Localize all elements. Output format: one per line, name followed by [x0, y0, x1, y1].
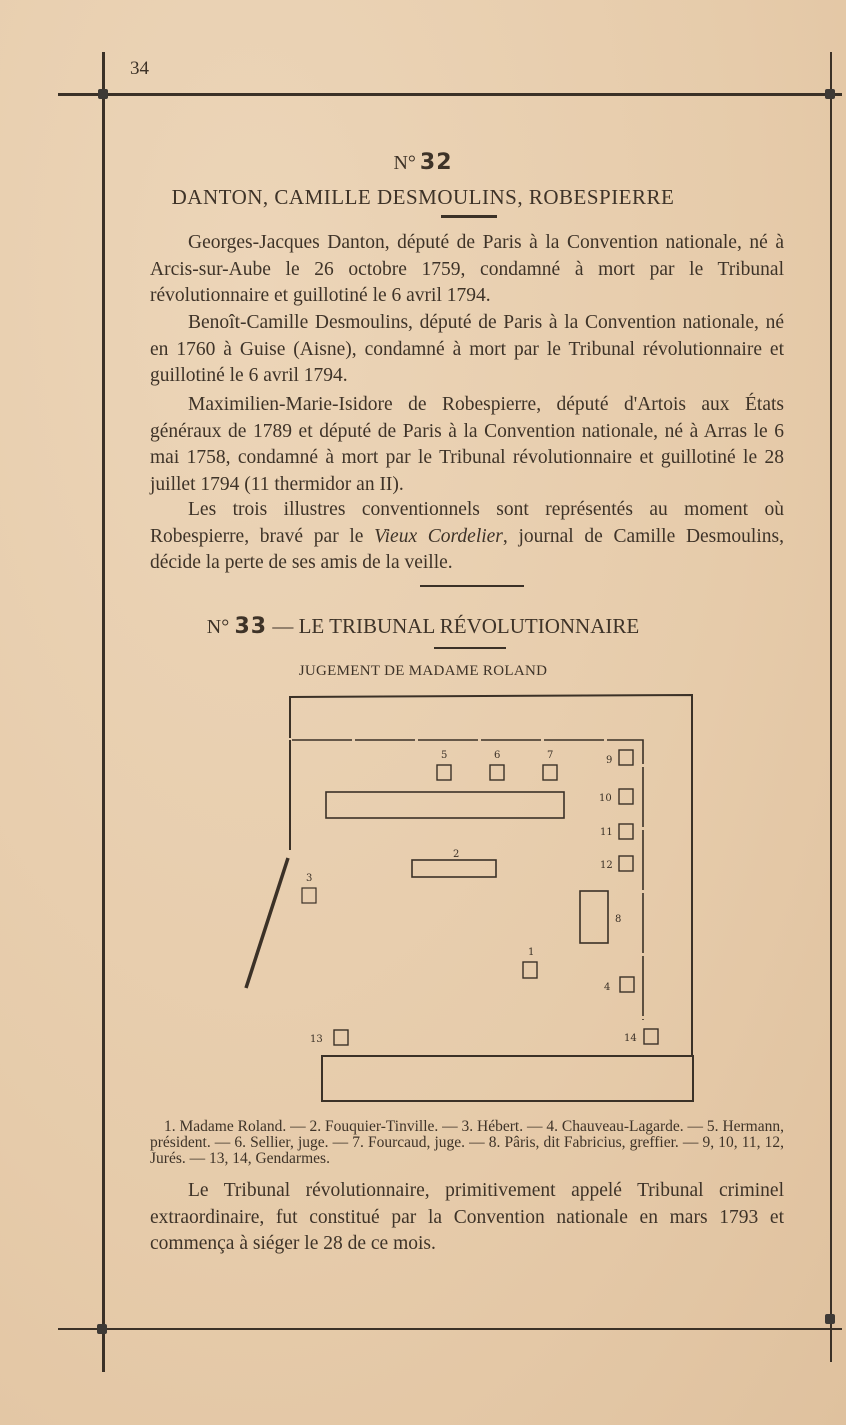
- seat-7: [543, 765, 557, 780]
- seat-6: [490, 765, 504, 780]
- paragraph-desmoulins: Benoît-Camille Desmoulins, député de Paris à la Convention nationale, né en 1760 à Guise (Aisne), condamné à mort par le Tribunal révolutionnaire et guillotiné le 6 avril 1794.: [150, 312, 784, 386]
- newspaper-title: Vieux Cordelier: [374, 525, 503, 547]
- plan-label-2: 2: [453, 849, 460, 860]
- section-32-title: DANTON, CAMILLE DESMOULINS, ROBESPIERRE: [171, 185, 675, 209]
- seat-10: [619, 789, 633, 804]
- paragraph-danton: Georges-Jacques Danton, député de Paris à la Convention nationale, né à Arcis-sur-Aube le 26 octobre 1759, condamné à mort par le Tribunal révolutionnaire et guillotiné le 6 avril 1794.: [150, 232, 784, 306]
- seat-5: [437, 765, 451, 780]
- seat-1: [523, 962, 537, 978]
- plan-label-4: 4: [604, 982, 611, 993]
- plan-label-14: 14: [624, 1033, 637, 1044]
- context-text-after: , journal de Camille Desmoulins, décide la perte de ses amis de la veille.: [150, 525, 784, 573]
- seat-4: [620, 977, 634, 992]
- plan-label-3: 3: [306, 873, 313, 884]
- inner-enclosure: [292, 740, 643, 1020]
- number-sign: N°: [393, 152, 416, 174]
- paragraph-tribunal: Le Tribunal révolutionnaire, primitivement appelé Tribunal criminel extraordinaire, fut constitué par la Convention nationale en mars 1793 et commença à siéger le 28 de ce mois.: [150, 1180, 784, 1254]
- section-number: 33: [234, 614, 268, 639]
- plan-label-7: 7: [547, 750, 554, 761]
- seat-11: [619, 824, 633, 839]
- plan-label-10: 10: [599, 793, 612, 804]
- seat-12: [619, 856, 633, 871]
- plan-label-11: 11: [600, 827, 613, 838]
- number-sign: N°: [206, 616, 230, 638]
- section-number: 32: [419, 150, 453, 175]
- seat-13: [334, 1030, 348, 1045]
- clerk-table: [580, 891, 608, 943]
- plan-label-1: 1: [528, 947, 535, 958]
- seat-14: [644, 1029, 658, 1044]
- bottom-bench: [322, 1056, 693, 1101]
- paragraph-robespierre: Maximilien-Marie-Isidore de Robespierre, député d'Artois aux États généraux de 1789 et député de Paris à la Convention nationale, né à Arras le 6 mai 1758, condamné à mort par le Tribunal révolutionnaire et guillotiné le 28 juillet 1794 (11 thermidor an II).: [150, 394, 784, 495]
- outer-wall: [290, 695, 692, 1055]
- judges-table: [326, 792, 564, 818]
- plan-label-12: 12: [600, 860, 613, 871]
- plan-label-6: 6: [494, 750, 501, 761]
- section-33-title: — LE TRIBUNAL RÉVOLUTIONNAIRE: [272, 614, 640, 638]
- plan-label-13: 13: [310, 1034, 323, 1045]
- context-text-before: Les trois illustres conventionnels sont représentés au moment où Robespierre, bravé par le: [150, 499, 784, 547]
- plan-legend: 1. Madame Roland. — 2. Fouquier-Tinville. — 3. Hébert. — 4. Chauveau-Lagarde. — 5. Hermann, président. — 6. Sellier, juge. — 7. Fourcaud, juge. — 8. Pâris, dit Fabricius, greffier. — 9, 10, 11, 12, Jurés. — 13, 14, Gendarmes.: [150, 1118, 784, 1167]
- seat-3: [302, 888, 316, 903]
- plan-label-9: 9: [606, 755, 613, 766]
- hebert-barrier: [246, 858, 288, 988]
- plan-label-5: 5: [441, 750, 448, 761]
- plan-label-8: 8: [615, 914, 622, 925]
- plan-subtitle: JUGEMENT DE MADAME ROLAND: [298, 663, 548, 679]
- prosecutor-table: [412, 860, 496, 877]
- seat-9: [619, 750, 633, 765]
- page-number: 34: [130, 58, 149, 79]
